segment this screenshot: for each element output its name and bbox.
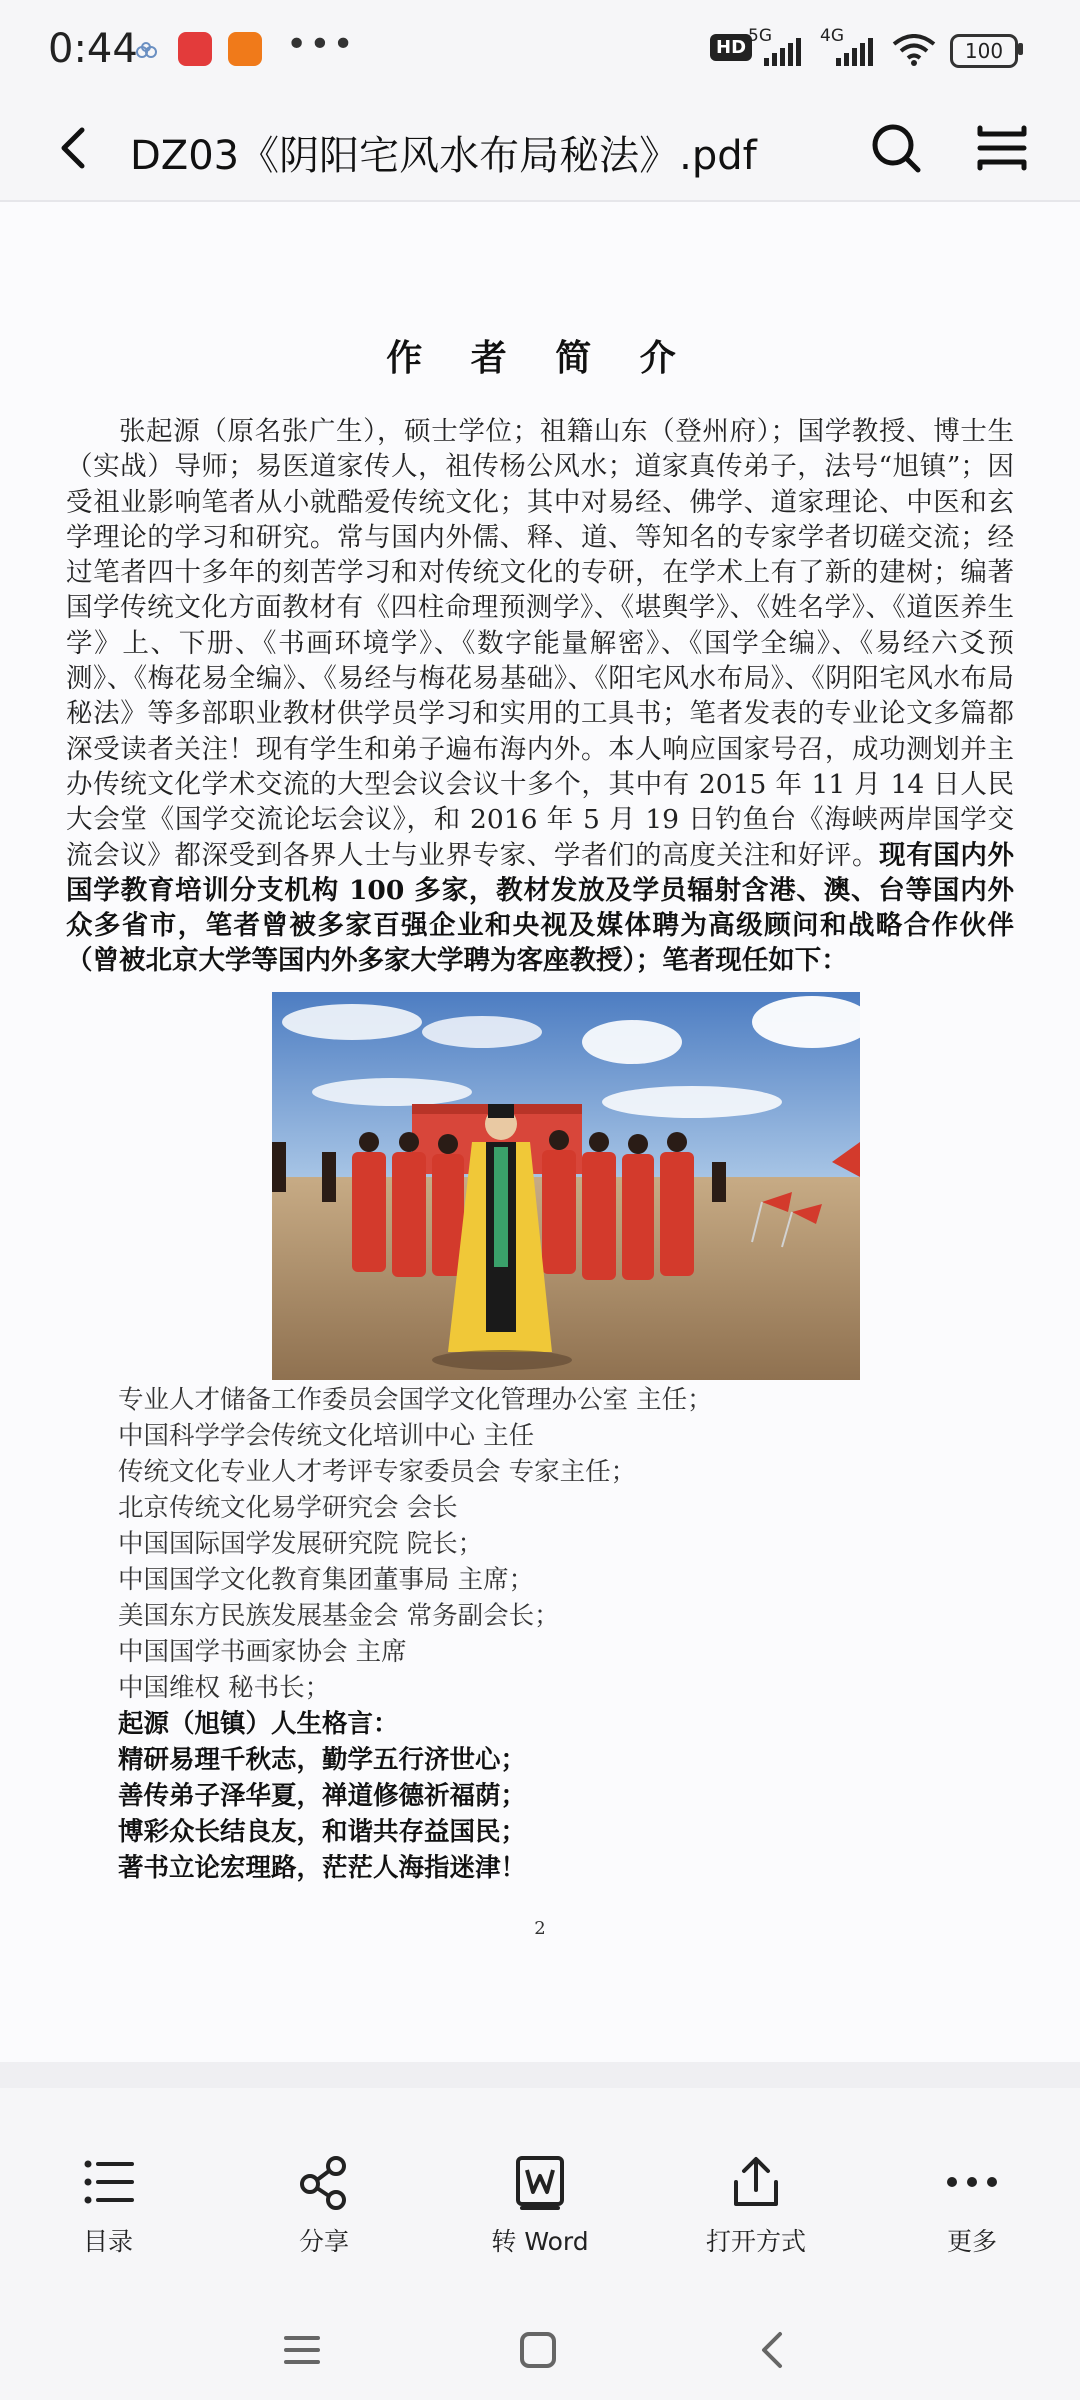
status-time: 0:44 <box>48 26 138 72</box>
document-title: DZ03《阴阳宅风水布局秘法》.pdf <box>130 133 757 179</box>
page-number: 2 <box>534 1918 546 1939</box>
toolbar-more-button[interactable] <box>892 2138 1052 2258</box>
top-app-bar <box>0 100 1080 200</box>
back-icon[interactable] <box>752 2330 792 2370</box>
wifi-icon <box>892 34 936 66</box>
section-heading: 作 者 简 介 <box>386 337 694 379</box>
page-mode-icon[interactable] <box>972 118 1032 178</box>
hd-badge: HD <box>710 34 752 61</box>
system-navigation-bar <box>0 2300 1080 2400</box>
author-photo <box>272 992 860 1380</box>
open-with-icon <box>728 2154 784 2210</box>
position-item: 中国国学文化教育集团董事局 主席； <box>118 1565 535 1595</box>
position-item: 专业人才储备工作委员会国学文化管理办公室 主任； <box>118 1385 713 1415</box>
cloud-icon <box>134 40 160 60</box>
page-separator <box>0 2062 1080 2088</box>
battery-cap <box>1018 43 1023 55</box>
motto-line: 著书立论宏理路，茫茫人海指迷津！ <box>118 1853 527 1883</box>
more-icon <box>944 2154 1000 2210</box>
bottom-toolbar <box>0 2138 1080 2278</box>
app-notification-icon <box>178 32 212 66</box>
motto-heading: 起源（旭镇）人生格言： <box>118 1709 399 1739</box>
network-5g-label: 5G <box>748 26 772 46</box>
toolbar-toc-button[interactable] <box>28 2138 188 2258</box>
pdf-page[interactable] <box>0 202 1080 2062</box>
toolbar-label: 更多 <box>946 2227 997 2256</box>
toolbar-convert-word-button[interactable] <box>460 2138 620 2258</box>
signal-2-icon <box>836 38 876 66</box>
signal-icon <box>764 38 804 66</box>
motto-line: 博彩众长结良友，和谐共存益国民； <box>118 1817 527 1847</box>
bio-text-bold: 现有国内外国学教育培训分支机构 100 多家，教材发放及学员辐射含港、澳、台等国内外众多省市，笔者曾被多家百强企业和央视及媒体聘为高级顾问和战略合作伙伴（曾被北京大学等国内外多家大学聘为客座教授）；笔者现任如下： <box>66 839 1015 977</box>
toolbar-label: 分享 <box>298 2227 349 2256</box>
toolbar-share-button[interactable] <box>244 2138 404 2258</box>
positions-list <box>118 1382 1018 1886</box>
position-item: 中国国学书画家协会 主席 <box>118 1637 407 1667</box>
mi-notification-icon <box>228 32 262 66</box>
search-icon[interactable] <box>866 118 926 178</box>
share-icon <box>296 2154 352 2210</box>
toolbar-open-with-button[interactable] <box>676 2138 836 2258</box>
motto-line: 精研易理千秋志，勤学五行济世心； <box>118 1745 527 1775</box>
list-icon <box>80 2154 136 2210</box>
toolbar-label: 转 Word <box>491 2227 589 2256</box>
motto-line: 善传弟子泽华夏，禅道修德祈福荫； <box>118 1781 527 1811</box>
toolbar-label: 打开方式 <box>705 2227 806 2256</box>
toolbar-label: 目录 <box>82 2227 133 2256</box>
position-item: 美国东方民族发展基金会 常务副会长； <box>118 1601 560 1631</box>
more-notifications-icon: ••• <box>286 24 356 65</box>
position-item: 传统文化专业人才考评专家委员会 专家主任； <box>118 1457 637 1487</box>
author-bio-paragraph <box>66 414 1014 979</box>
home-icon[interactable] <box>518 2330 558 2370</box>
position-item: 中国维权 秘书长； <box>118 1673 331 1703</box>
word-convert-icon <box>512 2154 568 2210</box>
position-item: 中国国际国学发展研究院 院长； <box>118 1529 484 1559</box>
position-item: 中国科学学会传统文化培训中心 主任 <box>118 1421 535 1451</box>
recent-apps-icon[interactable] <box>282 2330 322 2370</box>
bio-text: 张起源（原名张广生），硕士学位；祖籍山东（登州府）；国学教授、博士生（实战）导师；易医道家传人，祖传杨公风水；道家真传弟子，法号“旭镇”；因受祖业影响笔者从小就酷爱传统文化；其中对易经、佛学、道家理论、中医和玄学理论的学习和研究。常与国内外儒、释、道、等知名的专家学者切磋交流；经过笔者四十多年的刻苦学习和对传统文化的专研，在学术上有了新的建树；编著国学传统文化方面教材有《四柱命理预测学》、《堪舆学》、《姓名学》、《道医养生学》上、下册、《书画环境学》、《数字能量解密》、《国学全编》、《易经六爻预测》、《梅花易全编》、《易经与梅花易基础》、《阳宅风水布局》、《阴阳宅风水布局秘法》等多部职业教材供学员学习和实用的工具书；笔者发表的专业论文多篇都深受读者关注！现有学生和弟子遍布海内外。本人响应国家号召，成功测划并主办传统文化学术交流的大型会议会议十多个，其中有 2015 年 11 月 14 日人民大会堂《国学交流论坛会议》，和 2016 年 5 月 19 日钓鱼台《海峡两岸国学交流会议》都深受到各界人士与业界专家、学者们的高度关注和好评。 <box>66 416 1014 871</box>
position-item: 北京传统文化易学研究会 会长 <box>118 1493 458 1523</box>
battery-indicator: 100 <box>950 34 1018 68</box>
network-4g-label: 4G <box>820 26 844 46</box>
status-bar <box>0 0 1080 100</box>
chevron-left-icon[interactable] <box>44 118 104 178</box>
